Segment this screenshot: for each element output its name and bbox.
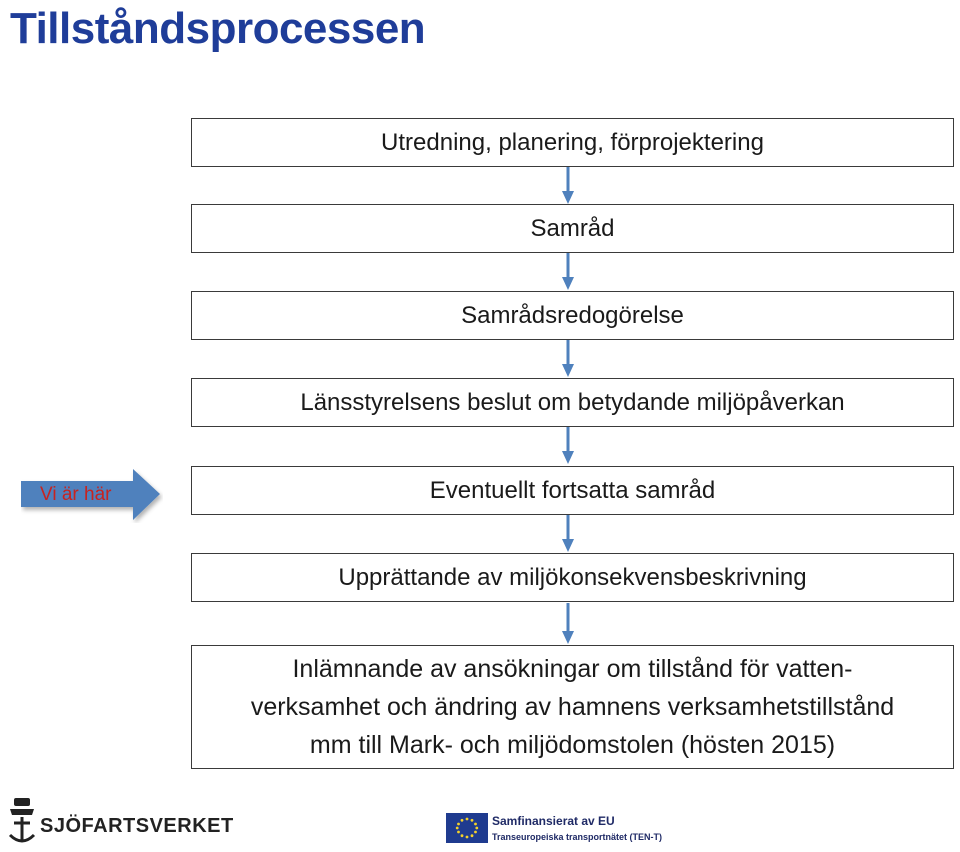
step-mkb bbox=[191, 553, 954, 602]
step-label-line-2: verksamhet och ändring av hamnens verksamhetstillstånd bbox=[250, 693, 895, 721]
page-title: Tillståndsprocessen bbox=[10, 4, 426, 53]
step-lansstyrelsens-beslut bbox=[191, 378, 954, 427]
step-label: Upprättande av miljökonsekvensbeskrivning bbox=[338, 563, 807, 591]
step-label: Länsstyrelsens beslut om betydande miljöpåverkan bbox=[300, 388, 845, 416]
eu-cofunded-title: Samfinansierat av EU bbox=[492, 814, 615, 828]
sjofartsverket-logo-text: SJÖFARTSVERKET bbox=[40, 815, 234, 837]
step-label: Utredning, planering, förprojektering bbox=[381, 128, 764, 156]
down-arrow-icon bbox=[560, 253, 576, 291]
step-label: Samrådsredogörelse bbox=[461, 301, 684, 329]
you-are-here-label: Vi är här bbox=[40, 484, 112, 505]
down-arrow-icon bbox=[560, 167, 576, 205]
step-utredning bbox=[191, 118, 954, 167]
down-arrow-icon bbox=[560, 340, 576, 378]
eu-flag-icon bbox=[446, 813, 488, 843]
down-arrow-icon bbox=[560, 427, 576, 465]
eu-ten-t-subtitle: Transeuropeiska transportnätet (TEN-T) bbox=[492, 832, 663, 842]
down-arrow-icon bbox=[560, 603, 576, 645]
step-label-line-3: mm till Mark- och miljödomstolen (hösten 2015) bbox=[309, 731, 836, 759]
step-label: Samråd bbox=[530, 214, 615, 242]
step-inlamnande bbox=[191, 645, 954, 769]
step-samrad bbox=[191, 204, 954, 253]
step-label: Eventuellt fortsatta samråd bbox=[429, 476, 716, 504]
step-label-line-1: Inlämnande av ansökningar om tillstånd för vatten- bbox=[292, 655, 853, 683]
step-fortsatta-samrad bbox=[191, 466, 954, 515]
sjofartsverket-emblem-icon bbox=[4, 795, 40, 849]
step-samradsredogorelse bbox=[191, 291, 954, 340]
down-arrow-icon bbox=[560, 515, 576, 553]
